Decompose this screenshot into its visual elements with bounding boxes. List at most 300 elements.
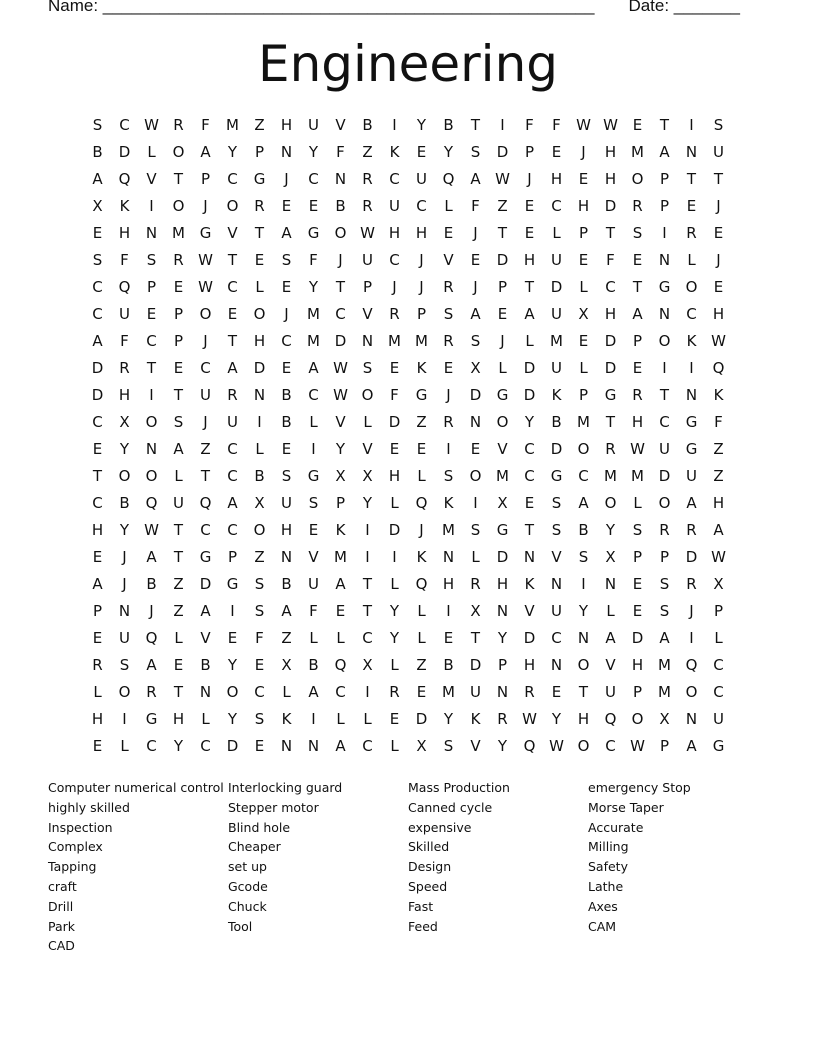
grid-letter: Q [442,170,455,188]
grid-letter: L [390,575,399,593]
grid-letter: E [443,629,454,647]
grid-letter: P [254,143,265,161]
grid-letter: E [173,278,184,296]
grid-letter: E [227,629,238,647]
grid-letter: J [122,548,127,566]
grid-letter: Q [415,494,428,512]
grid-letter: C [92,305,103,323]
grid-letter: S [443,305,454,323]
grid-letter: C [524,467,535,485]
grid-letter: E [416,440,427,458]
grid-letter: D [631,629,644,647]
grid-letter: T [173,386,184,404]
grid-letter: J [284,305,289,323]
grid-letter: S [632,521,643,539]
grid-letter: J [500,332,505,350]
grid-letter: E [92,548,103,566]
grid-letter: H [712,494,725,512]
grid-letter: Q [145,494,158,512]
grid-letter: G [685,413,698,431]
grid-letter: E [632,251,643,269]
grid-letter: R [443,413,454,431]
word-list-item: Blind hole [228,819,291,835]
grid-letter: E [92,737,103,755]
grid-letter: I [689,359,694,377]
grid-letter: U [713,710,724,728]
grid-letter: Z [497,197,508,215]
grid-letter: R [362,170,373,188]
grid-letter: M [415,332,428,350]
grid-letter: L [471,548,480,566]
grid-letter: X [416,737,427,755]
grid-letter: Z [416,413,427,431]
grid-letter: E [713,278,724,296]
grid-letter: J [473,224,478,242]
grid-letter: I [662,224,667,242]
grid-letter: P [659,197,670,215]
grid-letter: C [227,440,238,458]
grid-letter: R [443,278,454,296]
grid-letter: Z [173,575,184,593]
grid-letter: B [578,521,589,539]
grid-letter: U [416,170,427,188]
grid-letter: H [280,116,293,134]
grid-letter: E [146,305,157,323]
grid-letter: L [417,467,426,485]
grid-letter: O [631,710,644,728]
word-column [228,778,408,956]
word-list-item: Accurate [588,819,644,835]
grid-letter: O [118,467,131,485]
grid-letter: X [578,305,589,323]
grid-letter: Z [173,602,184,620]
grid-letter: D [550,278,563,296]
grid-letter: C [146,332,157,350]
grid-letter: V [335,413,346,431]
grid-letter: C [92,413,103,431]
grid-letter: C [227,467,238,485]
grid-letter: S [443,737,454,755]
grid-letter: R [632,197,643,215]
word-list-item: Lathe [588,878,624,894]
word-list-item: Fast [408,898,434,914]
grid-letter: Y [227,143,238,161]
grid-letter: V [605,656,616,674]
date-field-label: Date: _______ [628,0,740,15]
grid-letter: N [523,548,536,566]
name-field-label: Name: ____________________________________________________ [48,0,595,15]
grid-letter: K [470,710,481,728]
grid-letter: Y [443,710,454,728]
grid-letter: Z [713,467,724,485]
grid-letter: J [419,251,424,269]
grid-letter: O [577,656,590,674]
grid-letter: T [335,278,346,296]
grid-letter: F [255,629,264,647]
grid-letter: C [389,251,400,269]
grid-letter: Y [119,521,130,539]
grid-letter: I [473,494,478,512]
grid-letter: L [255,278,264,296]
grid-letter: R [92,656,103,674]
grid-letter: P [146,278,157,296]
grid-letter: C [605,278,616,296]
grid-letter: S [470,143,481,161]
grid-letter: G [415,386,428,404]
grid-letter: R [605,440,616,458]
grid-letter: F [309,251,318,269]
grid-letter: H [631,656,644,674]
grid-letter: I [311,440,316,458]
grid-letter: C [92,494,103,512]
grid-letter: S [470,332,481,350]
grid-letter: R [173,251,184,269]
grid-letter: P [173,305,184,323]
grid-letter: S [281,467,292,485]
word-column [48,778,228,956]
grid-letter: S [254,602,265,620]
grid-letter: X [119,413,130,431]
grid-letter: S [362,359,373,377]
grid-letter: T [362,602,373,620]
grid-letter: M [388,332,401,350]
word-column [408,778,588,956]
grid-letter: L [336,710,345,728]
grid-letter: D [199,575,212,593]
grid-letter: U [281,494,292,512]
grid-letter: W [711,332,726,350]
grid-letter: W [333,386,348,404]
grid-letter: E [254,737,265,755]
grid-letter: O [604,494,617,512]
grid-letter: U [308,116,319,134]
grid-letter: G [307,467,320,485]
grid-letter: G [550,467,563,485]
grid-letter: C [335,305,346,323]
grid-letter: Y [416,116,427,134]
grid-letter: O [577,737,590,755]
grid-letter: T [470,629,481,647]
grid-letter: H [577,710,590,728]
grid-letter: A [92,575,103,593]
grid-letter: V [227,224,238,242]
grid-letter: P [524,143,535,161]
grid-letter: T [524,521,535,539]
word-list-item: Canned cycle [408,799,493,815]
grid-letter: M [577,413,590,431]
grid-letter: I [365,683,370,701]
letter-grid [84,112,732,760]
grid-letter: W [522,710,537,728]
grid-letter: M [631,143,644,161]
grid-letter: L [552,224,561,242]
grid-letter: T [362,575,373,593]
grid-letter: R [389,305,400,323]
grid-letter: B [443,656,454,674]
grid-letter: A [335,737,346,755]
grid-letter: X [470,602,481,620]
grid-letter: R [470,575,481,593]
grid-letter: M [442,521,455,539]
grid-letter: C [200,359,211,377]
grid-letter: O [685,683,698,701]
grid-letter: F [336,143,345,161]
grid-letter: K [119,197,130,215]
grid-letter: B [92,143,103,161]
grid-letter: F [471,197,480,215]
grid-letter: L [390,656,399,674]
grid-letter: Y [497,737,508,755]
grid-letter: V [362,440,373,458]
grid-letter: D [523,359,536,377]
grid-letter: T [605,413,616,431]
grid-letter: R [686,575,697,593]
word-list-item: Milling [588,839,629,855]
grid-letter: E [470,440,481,458]
grid-letter: J [149,602,154,620]
grid-letter: Z [713,440,724,458]
grid-letter: H [388,467,401,485]
grid-letter: X [497,494,508,512]
grid-letter: M [307,305,320,323]
grid-letter: Y [227,710,238,728]
grid-letter: L [417,602,426,620]
grid-letter: E [281,440,292,458]
grid-letter: C [578,467,589,485]
grid-letter: L [417,629,426,647]
grid-letter: D [415,710,428,728]
word-list-item: Park [48,918,76,934]
grid-letter: S [470,521,481,539]
grid-letter: H [253,332,266,350]
grid-letter: A [308,683,319,701]
grid-letter: N [496,602,509,620]
word-list-item: Tool [228,918,253,934]
grid-letter: D [604,197,617,215]
grid-letter: H [442,575,455,593]
grid-letter: F [606,251,615,269]
grid-letter: T [200,467,211,485]
grid-letter: Z [416,656,427,674]
grid-letter: L [390,737,399,755]
grid-letter: D [334,332,347,350]
grid-letter: D [604,332,617,350]
grid-letter: T [146,359,157,377]
page-title: Engineering [258,35,558,93]
word-list-item: Stepper motor [228,799,319,815]
grid-letter: S [713,116,724,134]
word-column [588,778,768,956]
grid-letter: E [578,332,589,350]
grid-letter: N [280,737,293,755]
grid-letter: T [470,116,481,134]
grid-letter: W [630,737,645,755]
grid-letter: A [470,305,481,323]
grid-letter: D [388,413,401,431]
grid-letter: T [227,251,238,269]
grid-letter: H [415,224,428,242]
grid-letter: E [308,521,319,539]
grid-letter: E [173,359,184,377]
word-list-item: Speed [408,878,448,894]
grid-letter: Z [200,440,211,458]
grid-letter: N [361,332,374,350]
word-list-item: Axes [588,898,618,914]
grid-letter: U [551,305,562,323]
grid-letter: R [659,521,670,539]
grid-letter: D [523,386,536,404]
grid-letter: T [173,521,184,539]
grid-letter: H [118,224,131,242]
grid-letter: D [496,548,509,566]
grid-letter: R [686,521,697,539]
grid-letter: E [524,494,535,512]
grid-letter: Y [389,629,400,647]
grid-letter: H [280,521,293,539]
grid-letter: C [524,440,535,458]
grid-letter: A [686,494,697,512]
grid-letter: H [577,197,590,215]
grid-letter: I [230,602,235,620]
grid-letter: G [496,521,509,539]
grid-letter: S [659,602,670,620]
grid-letter: I [365,521,370,539]
grid-letter: R [119,359,130,377]
grid-letter: Q [523,737,536,755]
grid-letter: Y [227,656,238,674]
grid-letter: N [280,548,293,566]
grid-letter: Y [443,143,454,161]
grid-letter: P [335,494,346,512]
grid-letter: S [551,494,562,512]
grid-letter: L [579,278,588,296]
grid-letter: H [91,521,104,539]
grid-letter: N [469,413,482,431]
word-list-item: Morse Taper [588,799,664,815]
grid-letter: A [146,548,157,566]
grid-letter: D [523,629,536,647]
grid-letter: C [551,629,562,647]
grid-letter: P [659,170,670,188]
grid-letter: G [253,170,266,188]
grid-letter: B [335,197,346,215]
grid-letter: N [307,737,320,755]
grid-letter: F [714,413,723,431]
grid-letter: A [92,170,103,188]
grid-letter: L [714,629,723,647]
grid-letter: I [392,548,397,566]
grid-letter: U [200,386,211,404]
grid-letter: C [119,116,130,134]
grid-letter: H [523,251,536,269]
grid-letter: A [605,629,616,647]
grid-letter: I [149,386,154,404]
grid-letter: C [227,170,238,188]
grid-letter: W [198,251,213,269]
grid-letter: E [497,305,508,323]
grid-letter: S [632,224,643,242]
grid-letter: A [524,305,535,323]
grid-letter: A [92,332,103,350]
grid-letter: P [632,683,643,701]
grid-letter: S [578,548,589,566]
grid-letter: E [713,224,724,242]
grid-letter: X [659,710,670,728]
grid-letter: L [444,197,453,215]
grid-letter: S [92,116,103,134]
grid-letter: B [362,116,373,134]
grid-letter: X [713,575,724,593]
grid-letter: U [389,197,400,215]
grid-letter: A [281,602,292,620]
grid-letter: N [199,683,212,701]
grid-letter: N [145,224,158,242]
grid-letter: W [630,440,645,458]
grid-letter: O [199,305,212,323]
grid-letter: H [118,386,131,404]
grid-letter: O [577,440,590,458]
grid-letter: L [201,710,210,728]
grid-letter: C [200,737,211,755]
word-list-item: Inspection [48,819,113,835]
grid-letter: L [363,710,372,728]
grid-letter: Q [685,656,698,674]
grid-letter: X [254,494,265,512]
grid-letter: P [497,278,508,296]
grid-letter: R [227,386,238,404]
grid-letter: H [523,656,536,674]
grid-letter: Q [145,629,158,647]
grid-letter: J [446,386,451,404]
grid-letter: B [119,494,130,512]
grid-letter: V [146,170,157,188]
grid-letter: C [686,305,697,323]
grid-letter: D [685,548,698,566]
grid-letter: U [119,629,130,647]
grid-letter: N [658,305,671,323]
grid-letter: J [473,278,478,296]
grid-letter: H [604,143,617,161]
grid-letter: G [685,440,698,458]
grid-letter: E [173,656,184,674]
grid-letter: X [362,656,373,674]
grid-letter: A [227,359,238,377]
grid-letter: G [226,575,239,593]
word-list-item: Computer numerical control [48,780,224,795]
grid-letter: O [172,197,185,215]
grid-letter: U [713,143,724,161]
grid-letter: T [173,683,184,701]
grid-letter: E [254,251,265,269]
word-list-item: CAM [588,918,617,934]
grid-letter: A [632,305,643,323]
grid-letter: E [551,683,562,701]
grid-letter: M [604,467,617,485]
grid-letter: V [335,116,346,134]
grid-letter: I [365,548,370,566]
grid-letter: W [549,737,564,755]
grid-letter: C [335,683,346,701]
grid-letter: F [525,116,534,134]
grid-letter: Y [308,278,319,296]
grid-letter: O [118,683,131,701]
grid-letter: L [390,494,399,512]
grid-letter: V [362,305,373,323]
grid-letter: Z [362,143,373,161]
grid-letter: E [92,629,103,647]
word-list-item: set up [228,859,267,875]
grid-letter: P [227,548,238,566]
